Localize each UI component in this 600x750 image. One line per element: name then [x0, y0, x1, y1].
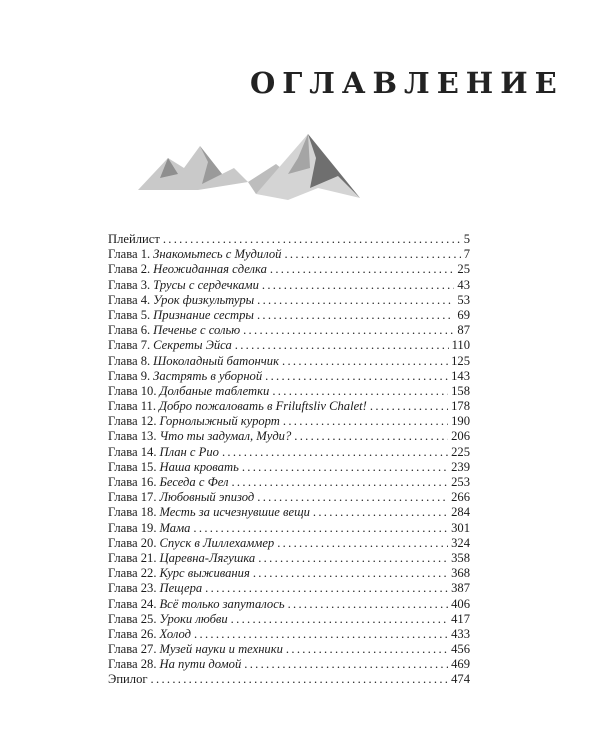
toc-entry-prefix: Глава 7.	[108, 338, 151, 353]
toc-entry-title: Что ты задумал, Муди?	[159, 429, 292, 444]
toc-entry[interactable]	[108, 338, 470, 353]
toc-entry-page: 417	[451, 611, 470, 626]
toc-entry-title: Мама	[159, 520, 191, 535]
toc-entry-page: 143	[451, 368, 470, 383]
toc-entry-title: Спуск в Лиллехаммер	[159, 535, 275, 550]
dot-leader	[288, 597, 449, 612]
toc-entry[interactable]	[108, 475, 470, 490]
toc-entry[interactable]	[108, 429, 470, 444]
toc-entry[interactable]	[108, 566, 470, 581]
dot-leader	[243, 323, 454, 338]
toc-entry[interactable]	[108, 232, 470, 247]
dot-leader	[235, 338, 449, 353]
dot-leader	[257, 308, 454, 323]
toc-entry-prefix: Глава 16.	[108, 475, 157, 489]
toc-entry-page: 358	[451, 550, 470, 565]
toc-entry-title: Музей науки и техники	[159, 642, 283, 657]
toc-entry-page: 301	[451, 520, 470, 535]
toc-entry-page: 474	[451, 672, 470, 687]
toc-entry-prefix: Глава 6.	[108, 323, 151, 338]
toc-entry-page: 69	[457, 307, 470, 322]
dot-leader	[272, 384, 448, 399]
dot-leader	[277, 536, 448, 551]
dot-leader	[258, 551, 448, 566]
toc-entry-prefix: Глава 12.	[108, 414, 157, 429]
dot-leader	[313, 505, 448, 520]
toc-entry-prefix: Глава 19.	[108, 520, 157, 535]
dot-leader	[222, 445, 448, 460]
toc-entry-page: 87	[457, 323, 470, 338]
toc-entry-title: Признание сестры	[153, 307, 254, 322]
dot-leader	[163, 232, 461, 247]
dot-leader	[253, 566, 448, 581]
toc-entry[interactable]	[108, 323, 470, 338]
table-of-contents	[108, 232, 470, 688]
dot-leader	[242, 460, 448, 475]
toc-entry-prefix: Глава 4.	[108, 292, 151, 307]
dot-leader	[244, 657, 448, 672]
toc-entry[interactable]	[108, 551, 470, 566]
dot-leader	[282, 354, 448, 369]
toc-entry-prefix: Глава 15.	[108, 459, 157, 474]
toc-entry-page: 253	[451, 475, 470, 489]
dot-leader	[231, 612, 448, 627]
dot-leader	[257, 490, 448, 505]
toc-entry-prefix: Эпилог	[108, 672, 148, 687]
dot-leader	[370, 399, 448, 414]
toc-entry[interactable]	[108, 505, 470, 520]
toc-entry-title: Холод	[159, 626, 192, 641]
toc-entry-prefix: Глава 23.	[108, 581, 157, 596]
toc-entry[interactable]	[108, 657, 470, 672]
toc-entry-prefix: Глава 24.	[108, 596, 157, 611]
page-title: ОГЛАВЛЕНИЕ	[250, 66, 564, 100]
dot-leader	[294, 429, 448, 444]
toc-entry-page: 368	[451, 566, 470, 581]
toc-entry-title: Любовный эпизод	[159, 490, 255, 505]
toc-entry[interactable]	[108, 262, 470, 277]
toc-entry-prefix: Глава 13.	[108, 429, 157, 444]
toc-entry-prefix: Глава 8.	[108, 353, 151, 368]
toc-entry[interactable]	[108, 597, 470, 612]
dot-leader	[283, 414, 448, 429]
toc-entry-page: 456	[451, 642, 470, 657]
toc-entry-page: 469	[451, 657, 470, 672]
toc-entry[interactable]	[108, 521, 470, 536]
dot-leader	[270, 262, 455, 277]
toc-entry[interactable]	[108, 536, 470, 551]
toc-entry-prefix: Глава 14.	[108, 444, 157, 459]
dot-leader	[193, 521, 448, 536]
toc-entry-prefix: Глава 26.	[108, 626, 157, 641]
toc-entry[interactable]	[108, 247, 470, 262]
toc-entry-prefix: Глава 9.	[108, 368, 151, 383]
toc-entry-prefix: Глава 20.	[108, 535, 157, 550]
toc-entry[interactable]	[108, 581, 470, 596]
toc-entry[interactable]	[108, 293, 470, 308]
toc-entry-title: Застрять в уборной	[153, 368, 263, 383]
toc-entry[interactable]	[108, 308, 470, 323]
toc-entry-title: Царевна-Лягушка	[159, 550, 256, 565]
toc-entry-page: 43	[457, 277, 470, 292]
toc-entry[interactable]	[108, 672, 470, 687]
toc-entry-title: План с Рио	[159, 444, 219, 459]
toc-entry[interactable]	[108, 490, 470, 505]
toc-entry-page: 5	[463, 232, 470, 246]
toc-entry-prefix: Плейлист	[108, 232, 160, 246]
dot-leader	[265, 369, 448, 384]
toc-entry-title: Месть за исчезнувшие вещи	[159, 505, 310, 520]
toc-entry-page: 125	[451, 353, 470, 368]
toc-entry-prefix: Глава 11.	[108, 399, 157, 414]
toc-entry-prefix: Глава 27.	[108, 642, 157, 657]
toc-entry-page: 284	[451, 505, 470, 520]
toc-entry-title: Курс выживания	[159, 566, 250, 581]
toc-entry-title: Шоколадный батончик	[153, 353, 279, 368]
toc-entry-page: 7	[463, 247, 470, 262]
toc-entry-prefix: Глава 3.	[108, 277, 151, 292]
toc-entry-title: Добро пожаловать в Friluftsliv Chalet!	[159, 399, 367, 414]
toc-entry[interactable]	[108, 414, 470, 429]
toc-entry-title: Печенье с солью	[153, 323, 241, 338]
toc-entry-title: Неожиданная сделка	[153, 262, 267, 277]
toc-entry-prefix: Глава 5.	[108, 307, 151, 322]
dot-leader	[257, 293, 454, 308]
toc-entry-title: Знакомьтесь с Мудилой	[153, 247, 282, 262]
toc-entry-title: Пещера	[159, 581, 203, 596]
toc-entry-title: Горнолыжный курорт	[159, 414, 280, 429]
toc-entry-page: 266	[451, 490, 470, 505]
toc-entry[interactable]	[108, 627, 470, 642]
toc-entry-prefix: Глава 28.	[108, 657, 157, 672]
toc-entry-title: На пути домой	[159, 657, 242, 672]
dot-leader	[284, 247, 460, 262]
toc-entry-page: 406	[451, 596, 470, 611]
dot-leader	[194, 627, 448, 642]
dot-leader	[151, 672, 449, 687]
toc-entry-page: 178	[451, 399, 470, 414]
toc-entry-prefix: Глава 2.	[108, 262, 151, 277]
toc-entry-page: 433	[451, 626, 470, 641]
toc-entry-title: Урок физкультуры	[153, 292, 255, 307]
toc-entry-page: 324	[451, 535, 470, 550]
toc-entry[interactable]	[108, 399, 470, 414]
toc-entry-page: 387	[451, 581, 470, 596]
toc-entry-prefix: Глава 1.	[108, 247, 151, 262]
toc-entry-page: 53	[457, 292, 470, 307]
toc-entry[interactable]	[108, 354, 470, 369]
toc-entry-title: Всё только запуталось	[159, 596, 285, 611]
toc-entry-title: Трусы с сердечками	[153, 277, 259, 292]
toc-entry[interactable]	[108, 278, 470, 293]
toc-entry-title: Наша кровать	[159, 459, 239, 474]
toc-entry[interactable]	[108, 369, 470, 384]
toc-entry-prefix: Глава 21.	[108, 550, 157, 565]
toc-entry[interactable]	[108, 445, 470, 460]
toc-entry-page: 206	[451, 429, 470, 444]
toc-entry-prefix: Глава 10.	[108, 383, 157, 398]
toc-entry-page: 239	[451, 459, 470, 474]
dot-leader	[205, 581, 448, 596]
toc-entry-prefix: Глава 22.	[108, 566, 157, 581]
toc-entry-title: Беседа с Фел	[159, 475, 229, 489]
toc-entry-title: Долбаные таблетки	[159, 383, 270, 398]
toc-entry-title: Уроки любви	[159, 611, 228, 626]
toc-entry-prefix: Глава 25.	[108, 611, 157, 626]
toc-entry[interactable]	[108, 460, 470, 475]
dot-leader	[231, 475, 448, 490]
dot-leader	[262, 278, 455, 293]
toc-entry-prefix: Глава 17.	[108, 490, 157, 505]
toc-entry-page: 158	[451, 383, 470, 398]
dot-leader	[286, 642, 448, 657]
toc-entry[interactable]	[108, 612, 470, 627]
toc-entry-page: 225	[451, 444, 470, 459]
toc-entry[interactable]	[108, 384, 470, 399]
toc-entry-title: Секреты Эйса	[153, 338, 232, 353]
mountains-illustration	[138, 128, 360, 204]
toc-entry-page: 25	[457, 262, 470, 277]
toc-entry-page: 190	[451, 414, 470, 429]
toc-entry-prefix: Глава 18.	[108, 505, 157, 520]
toc-entry[interactable]	[108, 642, 470, 657]
toc-entry-page: 110	[451, 338, 470, 353]
